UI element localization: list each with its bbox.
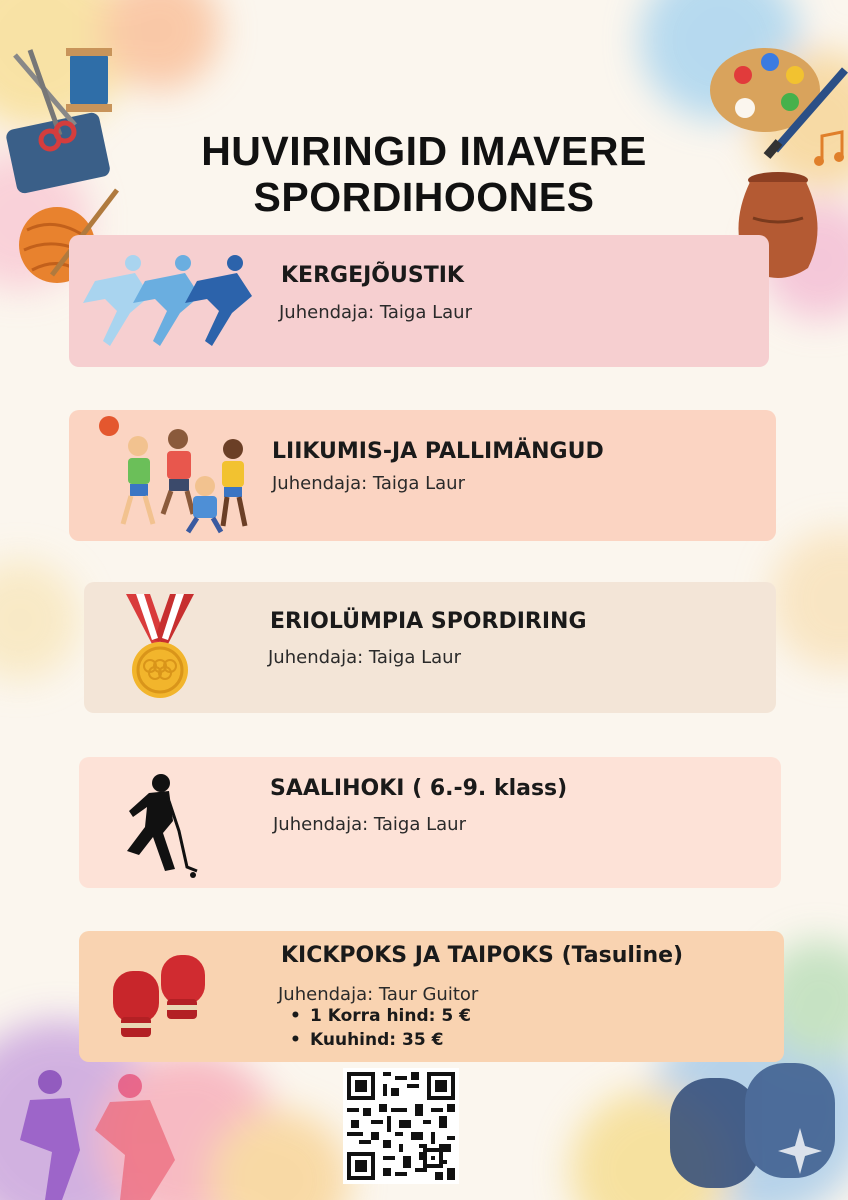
boxing-gloves-decoration-icon bbox=[650, 1058, 848, 1200]
activity-leader: Juhendaja: Taiga Laur bbox=[268, 647, 461, 668]
qr-code[interactable] bbox=[343, 1068, 459, 1184]
floorball-player-icon bbox=[119, 771, 201, 879]
activity-name: ERIOLÜMPIA SPORDIRING bbox=[270, 609, 587, 634]
activity-leader: Juhendaja: Taiga Laur bbox=[279, 302, 472, 323]
price-list bbox=[278, 1004, 471, 1052]
activity-name: KICKPOKS JA TAIPOKS (Tasuline) bbox=[281, 943, 684, 968]
page-title bbox=[0, 128, 848, 220]
dancers-silhouette-icon bbox=[0, 1060, 230, 1200]
activity-card-pallimangud bbox=[69, 410, 776, 541]
medal-icon bbox=[122, 592, 198, 704]
activity-leader: Juhendaja: Taur Guitor bbox=[278, 984, 479, 1005]
activity-card-kickpoks bbox=[79, 931, 784, 1062]
price-monthly: • Kuuhind: 35 € bbox=[278, 1028, 471, 1052]
price-single: • 1 Korra hind: 5 € bbox=[278, 1004, 471, 1028]
activity-leader: Juhendaja: Taiga Laur bbox=[272, 473, 465, 494]
runners-icon bbox=[75, 251, 255, 351]
activity-name: KERGEJÕUSTIK bbox=[281, 263, 464, 288]
activity-leader: Juhendaja: Taiga Laur bbox=[273, 814, 466, 835]
title-line-2: SPORDIHOONES bbox=[253, 174, 595, 220]
activity-card-eriolumpia bbox=[84, 582, 776, 713]
title-line-1: HUVIRINGID IMAVERE bbox=[201, 128, 647, 174]
children-playing-icon bbox=[93, 414, 263, 536]
activity-card-saalihoki bbox=[79, 757, 781, 888]
activity-card-kergejoustik bbox=[69, 235, 769, 367]
activity-name: LIIKUMIS-JA PALLIMÄNGUD bbox=[272, 439, 604, 464]
qr-code-icon bbox=[343, 1068, 459, 1184]
activity-name: SAALIHOKI ( 6.-9. klass) bbox=[270, 776, 568, 801]
boxing-gloves-icon bbox=[109, 951, 209, 1043]
